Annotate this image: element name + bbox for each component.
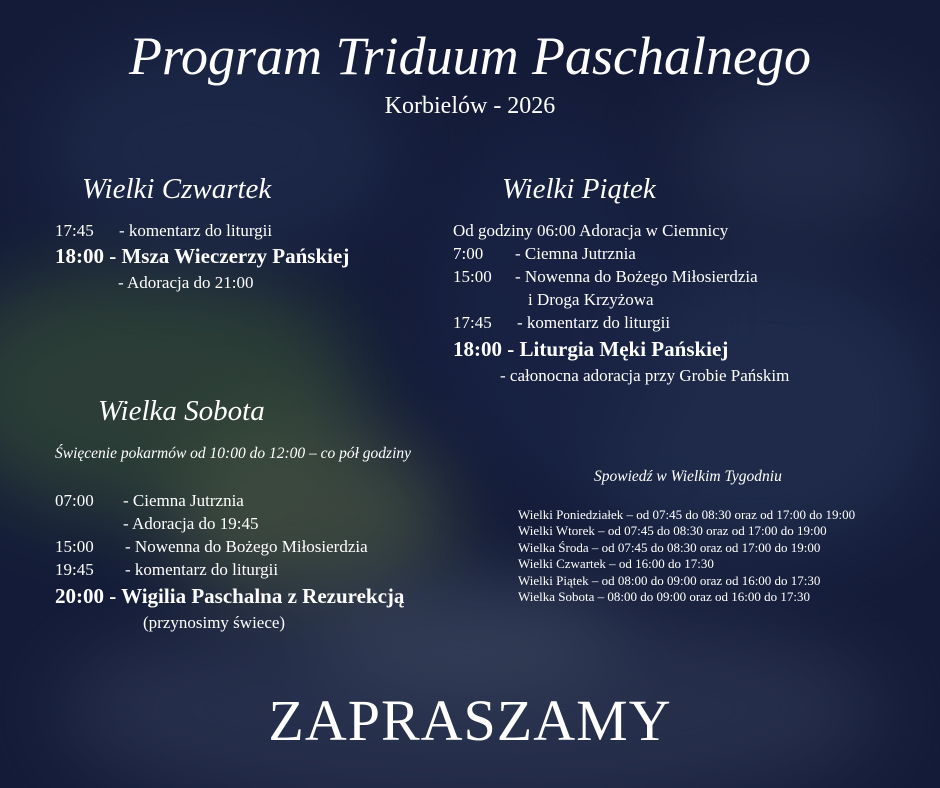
piatek-time-2: 7:00: [453, 244, 484, 263]
heading-wielka-sobota: Wielka Sobota: [98, 395, 265, 427]
sobota-line-1: [55, 489, 244, 512]
piatek-text-4: - komentarz do liturgii: [517, 313, 671, 332]
piatek-line-3: [453, 265, 758, 288]
piatek-line-5: - całonocna adoracja przy Grobie Pańskim: [500, 366, 790, 385]
sobota-time-3: 19:45: [55, 560, 94, 579]
piatek-time-4: 17:45: [453, 313, 492, 332]
sobota-note: Święcenie pokarmów od 10:00 do 12:00 – co pół godziny: [55, 445, 412, 462]
czwartek-time-1: 17:45: [55, 221, 94, 240]
sobota-text-2: - Nowenna do Bożego Miłosierdzia: [125, 537, 368, 556]
spowiedz-item: Wielka Środa – od 07:45 do 08:30 oraz od 17:00 do 19:00: [518, 540, 821, 555]
piatek-line-2: [453, 242, 636, 265]
czwartek-text-1: - komentarz do liturgii: [119, 221, 273, 240]
sobota-main-event: 20:00 - Wigilia Paschalna z Rezurekcją: [55, 584, 405, 608]
piatek-line-4: [453, 311, 670, 334]
spowiedz-item: Wielka Sobota – 08:00 do 09:00 oraz od 16:00 do 17:30: [518, 589, 810, 604]
sobota-time-1: 07:00: [55, 491, 94, 510]
footer-invitation: ZAPRASZAMY: [268, 688, 672, 753]
czwartek-line-1: [55, 219, 272, 242]
piatek-text-3: - Nowenna do Bożego Miłosierdzia: [515, 267, 758, 286]
sobota-time-2: 15:00: [55, 537, 94, 556]
piatek-line-1: Od godziny 06:00 Adoracja w Ciemnicy: [453, 221, 729, 240]
heading-wielki-czwartek: Wielki Czwartek: [82, 173, 272, 205]
piatek-line-3b: i Droga Krzyżowa: [528, 290, 654, 309]
czwartek-main-event: 18:00 - Msza Wieczerzy Pańskiej: [55, 244, 350, 268]
sobota-text-3: - komentarz do liturgii: [125, 560, 279, 579]
sobota-line-4: (przynosimy świece): [143, 613, 286, 632]
page-subtitle: Korbielów - 2026: [384, 93, 556, 119]
sobota-line-2: [55, 535, 368, 558]
piatek-text-2: - Ciemna Jutrznia: [515, 244, 636, 263]
page-title: Program Triduum Paschalnego: [128, 26, 811, 86]
sobota-text-1: - Ciemna Jutrznia: [123, 491, 244, 510]
spowiedz-item: Wielki Piątek – od 08:00 do 09:00 oraz od 16:00 do 17:30: [518, 573, 821, 588]
heading-wielki-piatek: Wielki Piątek: [502, 173, 656, 205]
spowiedz-item: Wielki Poniedziałek – od 07:45 do 08:30 oraz od 17:00 do 19:00: [518, 507, 856, 522]
spowiedz-item: Wielki Wtorek – od 07:45 do 08:30 oraz od 17:00 do 19:00: [518, 523, 827, 538]
sobota-line-1b: - Adoracja do 19:45: [123, 514, 259, 533]
spowiedz-heading: Spowiedź w Wielkim Tygodniu: [594, 468, 782, 485]
piatek-time-3: 15:00: [453, 267, 492, 286]
czwartek-line-2: - Adoracja do 21:00: [118, 273, 254, 292]
piatek-main-event: 18:00 - Liturgia Męki Pańskiej: [453, 337, 729, 361]
spowiedz-item: Wielki Czwartek – od 16:00 do 17:30: [518, 556, 714, 571]
sobota-line-3: [55, 558, 278, 581]
